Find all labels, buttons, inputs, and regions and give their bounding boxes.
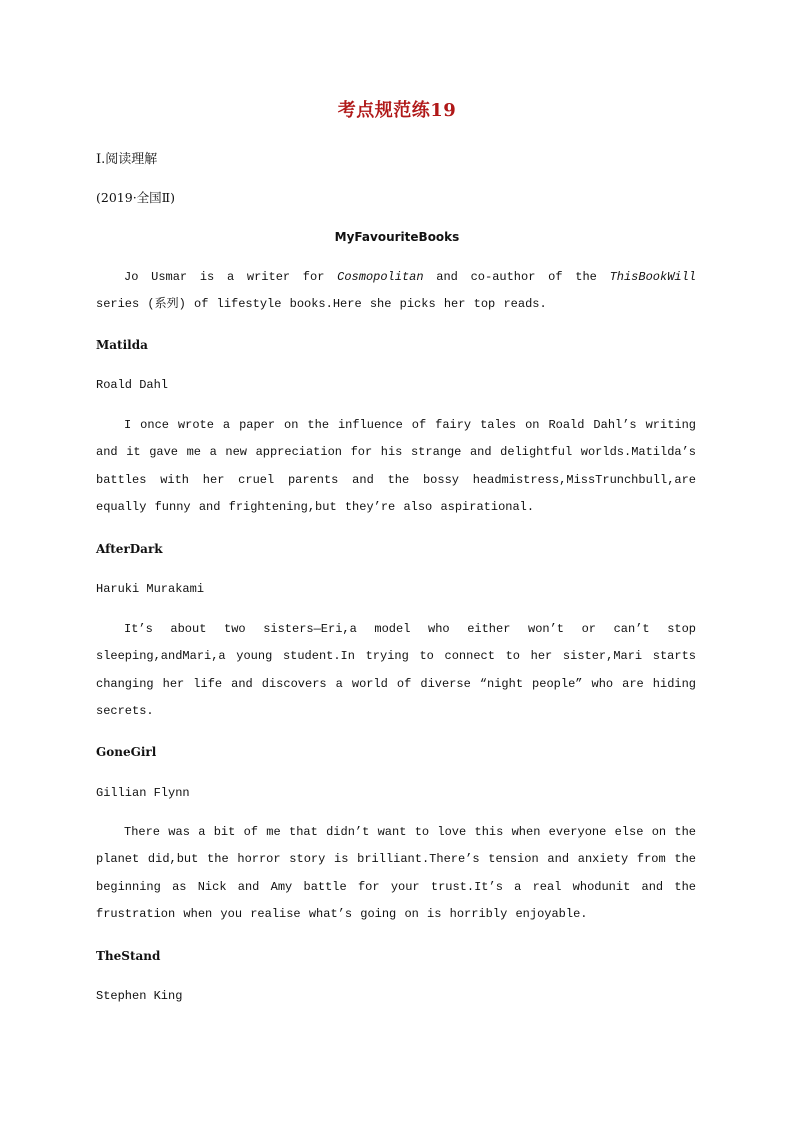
page-title: 考点规范练19	[337, 100, 457, 121]
book-review-gonegirl: There was a bit of me that didn’t want to love this when everyone else on the planet did,but the horror story is brilliant.There’s tension and anxiety from the beginning as Nick and Amy battle for your trust.It’s a real whodunit and the frustration when you realise what’s going on is horribly enjoyable.	[96, 825, 696, 921]
book-review-afterdark: It’s about two sisters—Eri,a model who either won’t or can’t stop sleeping,andMari,a young student.In trying to connect to her sister,Mari starts changing her life and discovers a world of diverse “night people” who are hiding secrets.	[96, 622, 696, 718]
intro-text-3: series (系列) of lifestyle books.Here she picks her top reads.	[96, 297, 547, 312]
intro-paragraph	[96, 264, 696, 319]
book-review-matilda: I once wrote a paper on the influence of fairy tales on Roald Dahl’s writing and it gave me a new appreciation for his strange and delightful worlds.Matilda’s battles with her cruel parents and the bossy headmistress,MissTrunchbull,are equally funny and frightening,but they’re also aspirational.	[96, 418, 696, 514]
book-author-thestand: Stephen King	[96, 989, 183, 1003]
book-title-thestand: TheStand	[96, 949, 161, 963]
section-heading: Ⅰ.阅读理解	[96, 152, 158, 167]
book-author-afterdark: Haruki Murakami	[96, 582, 205, 596]
magazine-name: Cosmopolitan	[337, 270, 424, 284]
book-author-matilda: Roald Dahl	[96, 378, 169, 392]
book-title-afterdark: AfterDark	[96, 542, 163, 556]
source-label: (2019·全国Ⅱ)	[96, 190, 176, 205]
book-title-matilda: Matilda	[96, 338, 148, 352]
article-title: MyFavouriteBooks	[334, 230, 460, 244]
book-title-gonegirl: GoneGirl	[96, 745, 157, 759]
intro-text-1: Jo Usmar is a writer for	[124, 270, 338, 284]
book-author-gonegirl: Gillian Flynn	[96, 786, 190, 800]
series-name: ThisBookWill	[609, 270, 696, 284]
intro-text-2: and co-author of the	[423, 270, 610, 284]
